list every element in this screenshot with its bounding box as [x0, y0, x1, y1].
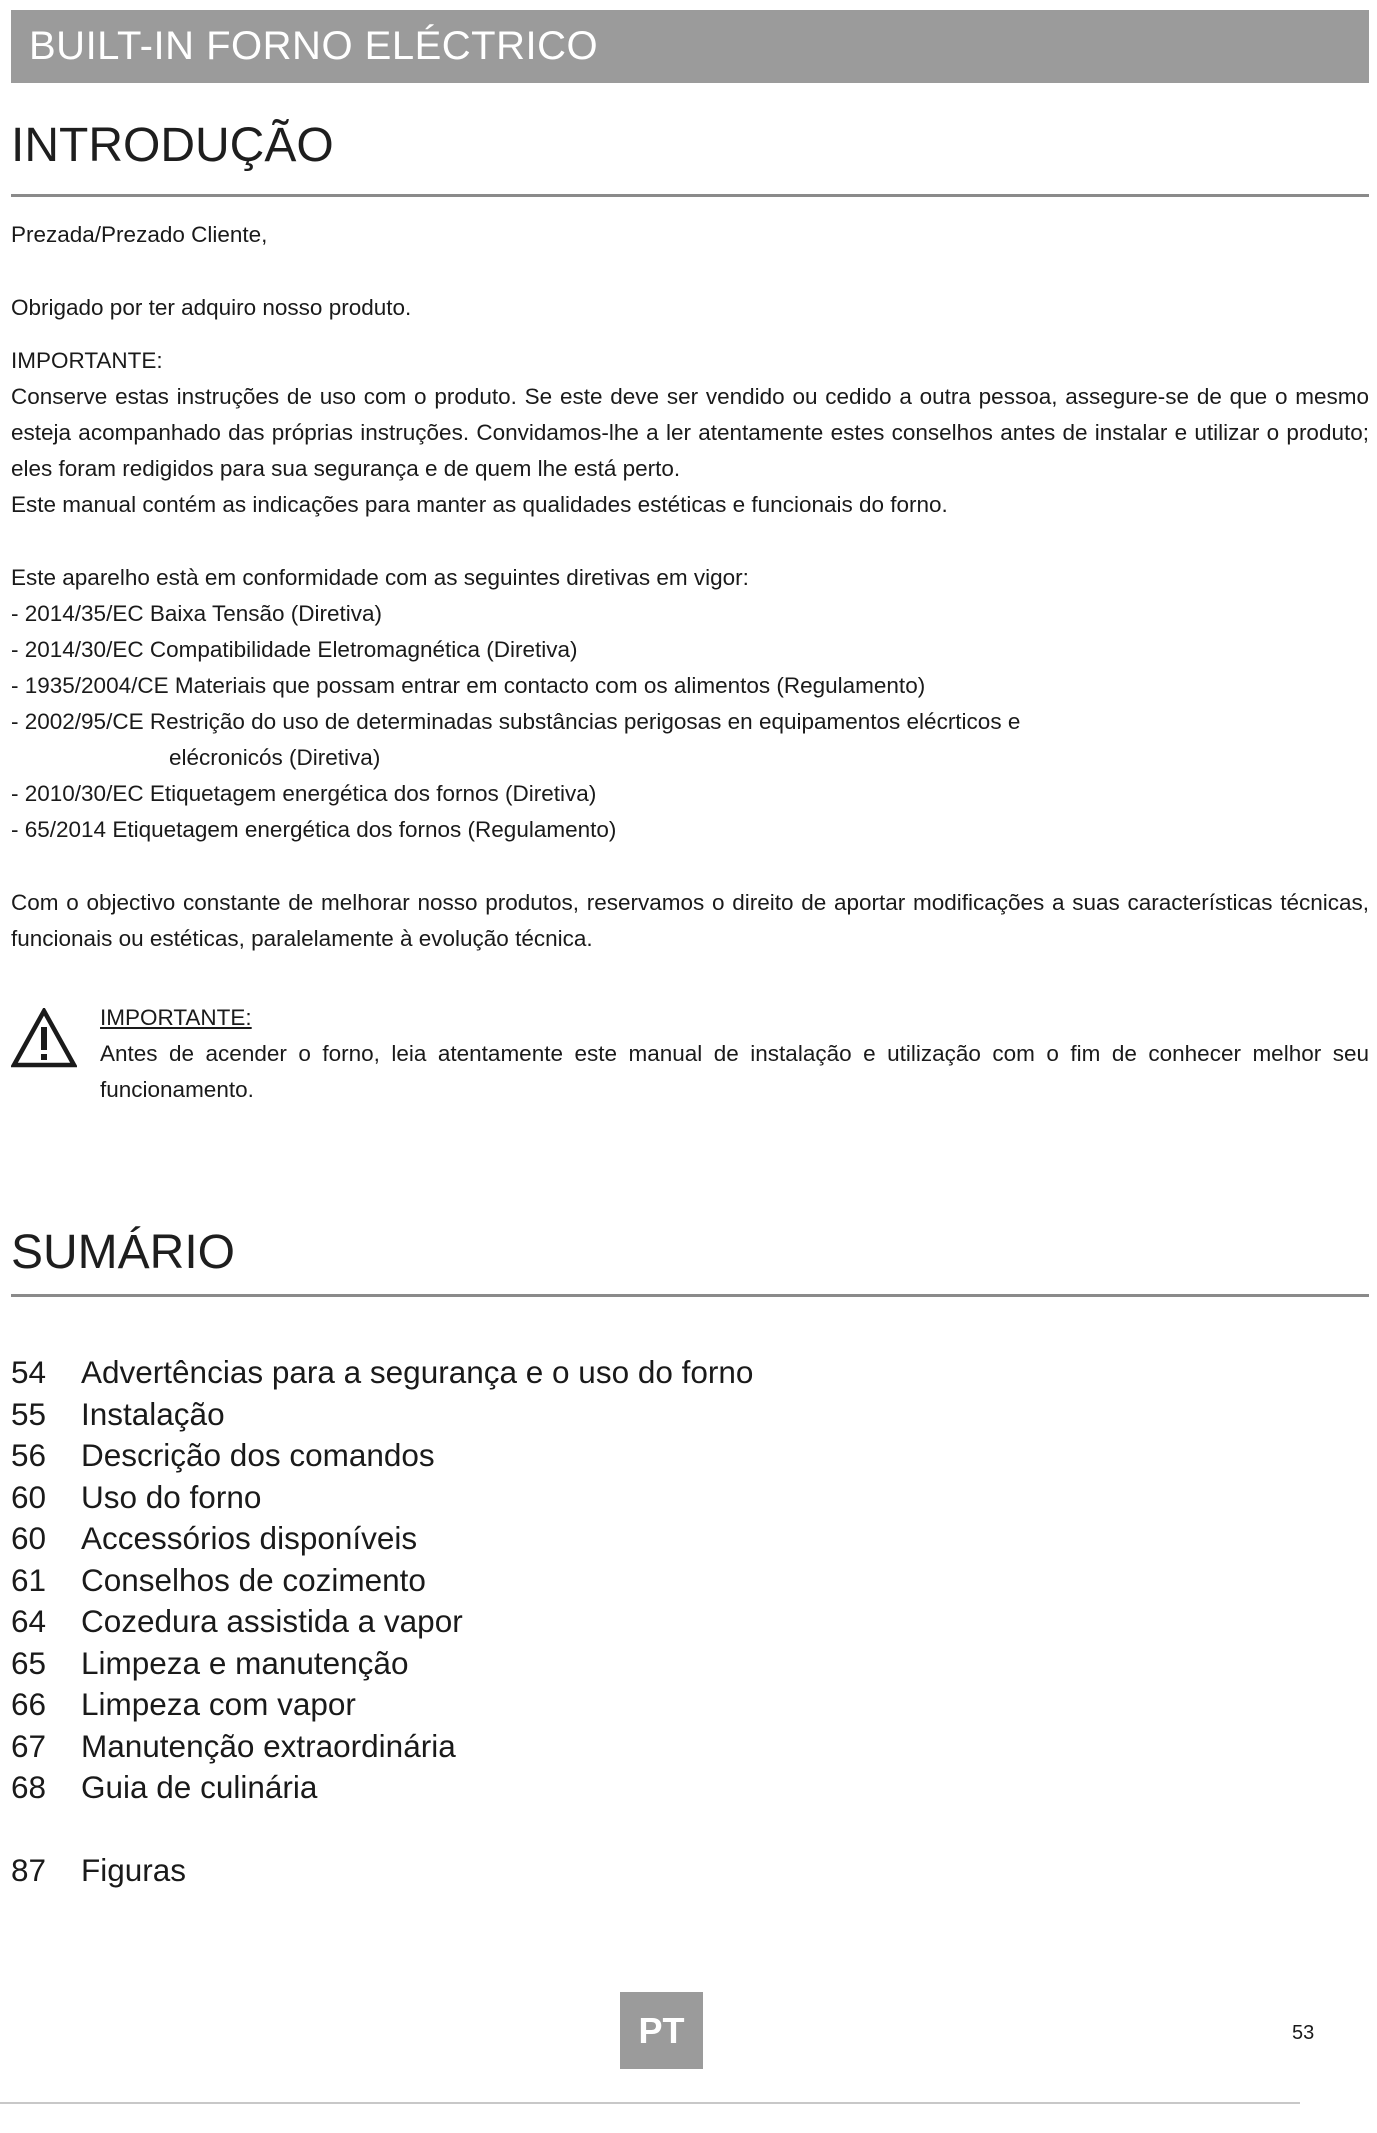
important-block: [11, 343, 1369, 523]
intro-thanks-block: [11, 290, 1369, 326]
important-paragraph-2: Este manual contém as indicações para manter as qualidades estéticas e funcionais do forno.: [11, 492, 948, 517]
directive-item: - 2002/95/CE Restrição do uso de determinadas substâncias perigosas en equipamentos elécrticos e: [11, 709, 1021, 734]
toc-page-number: 65: [11, 1644, 47, 1681]
toc-entry-label: Guia de culinária: [81, 1769, 318, 1805]
language-badge: PT: [620, 1992, 703, 2069]
toc-row[interactable]: [11, 1394, 1011, 1436]
thanks-text: Obrigado por ter adquiro nosso produto.: [11, 295, 412, 320]
table-of-contents: [11, 1352, 1011, 1892]
intro-title: INTRODUÇÃO: [11, 119, 334, 172]
toc-page-number: 56: [11, 1437, 47, 1473]
warning-block: [100, 1000, 1369, 1108]
toc-page-number: 64: [11, 1603, 47, 1639]
directive-item: - 65/2014 Etiquetagem energética dos fornos (Regulamento): [11, 817, 617, 842]
toc-row[interactable]: [11, 1435, 1011, 1477]
toc-row[interactable]: [11, 1601, 1011, 1643]
toc-entry-label: Uso do forno: [81, 1478, 262, 1515]
toc-row[interactable]: [11, 1767, 1011, 1809]
toc-entry-label: Limpeza e manutenção: [81, 1644, 409, 1681]
directive-item: - 1935/2004/CE Materiais que possam entrar em contacto com os alimentos (Regulamento): [11, 673, 926, 698]
greeting: Prezada/Prezado Cliente,: [11, 222, 268, 247]
toc-entry-label: Cozedura assistida a vapor: [81, 1603, 463, 1639]
directive-item: - 2014/30/EC Compatibilidade Eletromagnética (Diretiva): [11, 637, 578, 662]
improvement-block: [11, 885, 1369, 957]
improvement-text: Com o objectivo constante de melhorar nosso produtos, reservamos o direito de aportar modificações a suas características técnicas, funcionais ou estéticas, paralelamente à evolução técnica.: [11, 890, 1369, 951]
toc-page-number: 66: [11, 1686, 47, 1722]
toc-entry-label: Figuras: [81, 1852, 187, 1888]
toc-row[interactable]: [11, 1850, 1011, 1892]
directive-item-continued: elécronicós (Diretiva): [169, 745, 381, 770]
toc-page-number: 87: [11, 1852, 47, 1888]
directive-item: - 2014/35/EC Baixa Tensão (Diretiva): [11, 601, 383, 626]
toc-entry-label: Manutenção extraordinária: [81, 1727, 456, 1764]
footer-divider: [0, 2102, 1300, 2104]
warning-text: Antes de acender o forno, leia atentamente este manual de instalação e utilização com o fim de conhecer melhor seu funcionamento.: [100, 1041, 1369, 1102]
summary-title: SUMÁRIO: [11, 1226, 236, 1279]
toc-entry-label: Accessórios disponíveis: [81, 1520, 418, 1556]
directives-block: [11, 560, 1369, 848]
important-paragraph: Conserve estas instruções de uso com o produto. Se este deve ser vendido ou cedido a outra pessoa, assegure-se de que o mesmo esteja acompanhado das próprias instruções. Convidamos-lhe a ler atentamente estes conselhos antes de instalar e utilizar o produto; eles foram redigidos para sua segurança e de quem lhe está perto.: [11, 384, 1369, 481]
summary-divider: [11, 1294, 1369, 1297]
header-banner: BUILT-IN FORNO ELÉCTRICO: [11, 10, 1369, 83]
toc-entry-label: Instalação: [81, 1395, 225, 1432]
toc-entry-label: Descrição dos comandos: [81, 1437, 435, 1473]
directive-item: - 2010/30/EC Etiquetagem energética dos fornos (Diretiva): [11, 781, 597, 806]
toc-page-number: 55: [11, 1395, 47, 1432]
toc-page-number: 61: [11, 1561, 47, 1598]
warning-label: IMPORTANTE:: [100, 1005, 252, 1030]
toc-entry-label: Conselhos de cozimento: [81, 1561, 426, 1598]
toc-row[interactable]: [11, 1726, 1011, 1768]
toc-row[interactable]: [11, 1560, 1011, 1602]
important-label: IMPORTANTE:: [11, 348, 163, 373]
directives-intro: Este aparelho està em conformidade com as seguintes diretivas em vigor:: [11, 565, 749, 590]
toc-row[interactable]: [11, 1684, 1011, 1726]
toc-page-number: 54: [11, 1354, 47, 1390]
toc-page-number: 67: [11, 1727, 47, 1764]
toc-page-number: 60: [11, 1478, 47, 1515]
intro-divider: [11, 194, 1369, 197]
toc-spacer: [11, 1809, 1011, 1851]
toc-page-number: 60: [11, 1520, 47, 1556]
toc-row[interactable]: [11, 1518, 1011, 1560]
toc-row[interactable]: [11, 1643, 1011, 1685]
toc-entry-label: Limpeza com vapor: [81, 1686, 356, 1722]
warning-triangle-icon: [11, 1008, 77, 1068]
toc-row[interactable]: [11, 1477, 1011, 1519]
toc-page-number: 68: [11, 1769, 47, 1805]
page-number: 53: [1292, 2022, 1315, 2044]
intro-greeting-block: [11, 217, 1369, 253]
toc-row[interactable]: [11, 1352, 1011, 1394]
toc-entry-label: Advertências para a segurança e o uso do forno: [81, 1354, 754, 1390]
